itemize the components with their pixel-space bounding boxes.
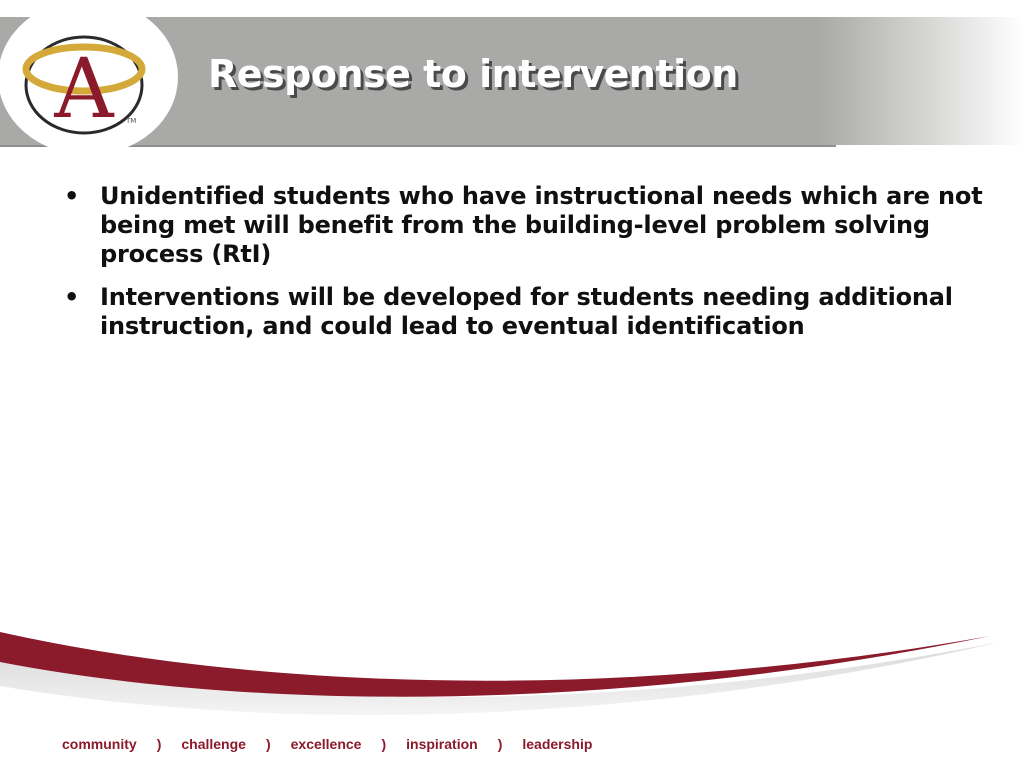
footer-separator: ): [381, 736, 387, 752]
slide-title: Response to intervention: [208, 52, 738, 96]
footer-separator: ): [497, 736, 503, 752]
bullet-item: [60, 182, 990, 269]
footer-separator: ): [265, 736, 271, 752]
footer-separator: ): [156, 736, 162, 752]
footer-word-excellence: excellence: [290, 736, 362, 752]
footer-word-community: community: [62, 736, 137, 752]
bullet-list: [60, 182, 990, 355]
logo: [0, 7, 178, 155]
logo-letter: A: [54, 42, 114, 137]
bullet-marker: •: [64, 283, 80, 311]
bullet-marker: •: [64, 182, 80, 210]
footer-tagline: [62, 736, 592, 752]
footer-swoosh: [0, 620, 1024, 730]
bullet-item: [60, 283, 990, 341]
bullet-text: Interventions will be developed for students needing additional instruction, and could lead to eventual identification: [100, 283, 953, 340]
logo-trademark: TM: [126, 117, 137, 125]
bullet-text: Unidentified students who have instructional needs which are not being met will benefit from the building-level problem solving process (RtI): [100, 182, 983, 268]
footer-word-inspiration: inspiration: [406, 736, 478, 752]
footer-word-challenge: challenge: [181, 736, 246, 752]
logo-graphic: [0, 7, 178, 155]
footer-word-leadership: leadership: [522, 736, 593, 752]
